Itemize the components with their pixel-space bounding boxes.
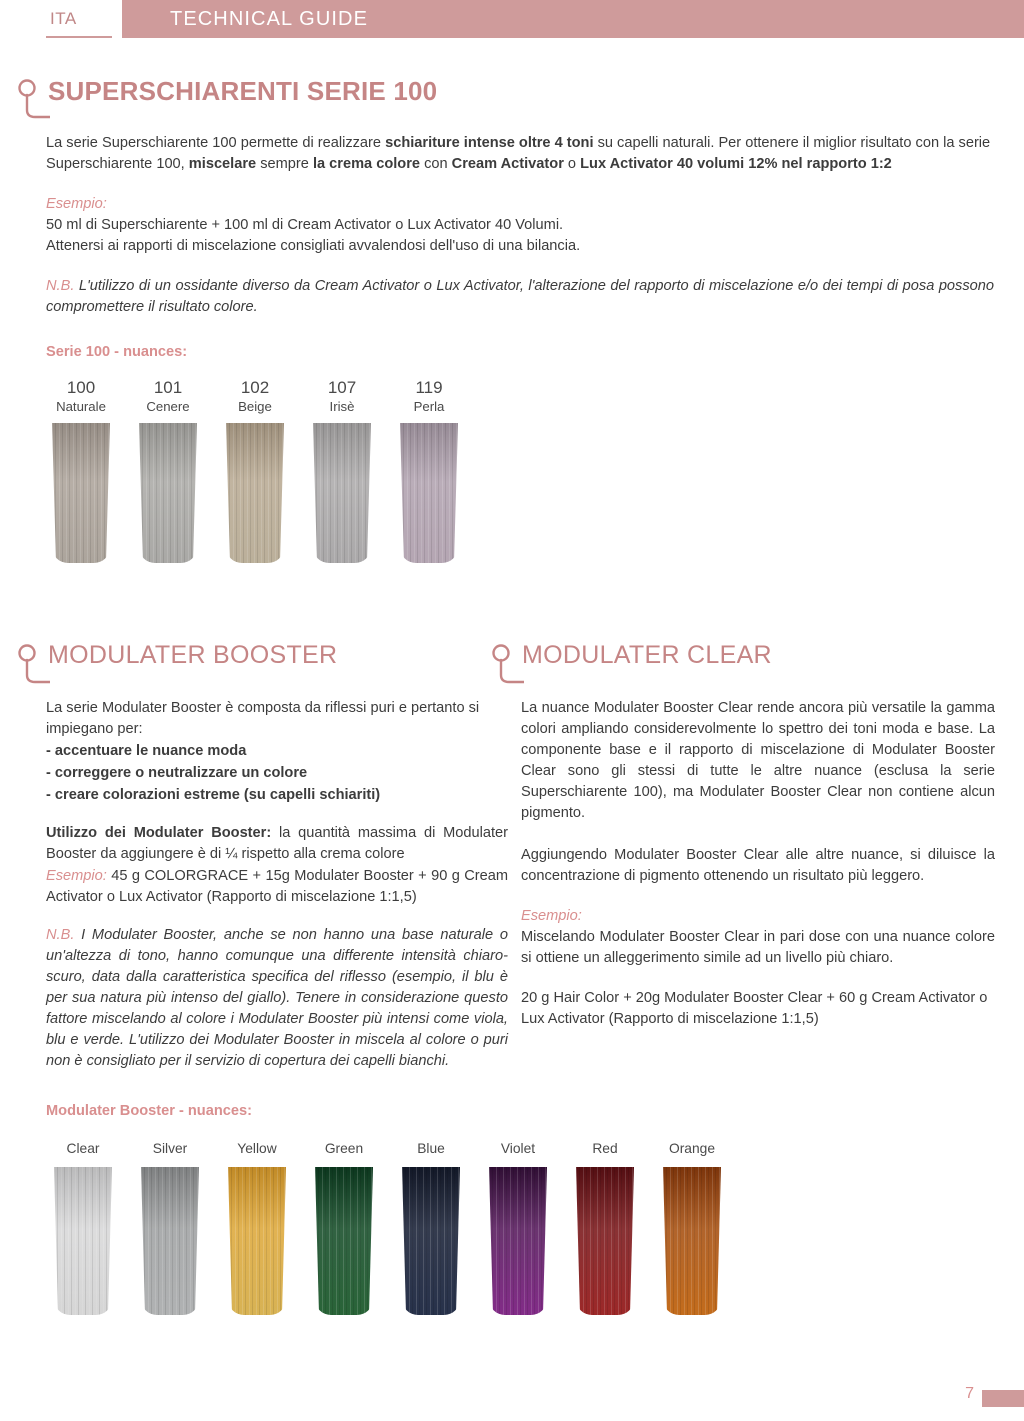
booster-nb-paragraph	[46, 925, 508, 1072]
booster-bullet: - creare colorazioni estreme (su capelli schiariti)	[46, 787, 381, 803]
swatch-name: Beige	[238, 399, 272, 414]
swatch-name: Perla	[413, 399, 445, 414]
clear-esempio-text: Miscelando Modulater Booster Clear in pari dose con una nuance colore si ottiene un alleggerimento simile ad un livello più chiaro.	[521, 929, 995, 966]
swatch-cell	[307, 378, 377, 563]
utilizzo-label: Utilizzo dei Modulater Booster:	[46, 825, 272, 841]
intro-text-h: Cream Activator	[451, 156, 564, 172]
intro-text-j: Lux Activator 40 volumi 12% nel rapporto 1:2	[580, 156, 892, 172]
clear-p1: La nuance Modulater Booster Clear rende ancora più versatile la gamma colori ampliando considerevolmente lo spettro dei toni moda e base. La componente base e il rapporto di miscelazione di Modulater Booster Clear sono gli stessi di tutte le altre nuance (esclusa la serie Superschiarente 100), ma Modulater Booster Clear non contiene alcun pigmento.	[521, 700, 995, 821]
swatch-name: Red	[592, 1141, 618, 1156]
clear-esempio-label: Esempio:	[521, 908, 582, 924]
page-number: 7	[965, 1385, 974, 1402]
swatch-cell	[46, 1140, 120, 1315]
esempio-text: 45 g COLORGRACE + 15g Modulater Booster + 90 g Cream Activator o Lux Activator (Rapporto di miscelazione 1:1,5)	[46, 868, 508, 905]
clear-p2: Aggiungendo Modulater Booster Clear alle altre nuance, si diluisce la concentrazione di pigmento ottenendo un risultato più leggero.	[521, 847, 995, 884]
hair-swatch	[663, 1167, 721, 1315]
swatch-cell	[568, 1140, 642, 1315]
q-marker-icon	[490, 643, 524, 689]
intro-text-b: schiariture intense oltre 4 toni	[385, 135, 594, 151]
nb-text: L'utilizzo di un ossidante diverso da Cream Activator o Lux Activator, l'alterazione del rapporto di miscelazione e/o dei tempi di posa possono compromettere il risultato colore.	[46, 278, 994, 315]
swatch-sheen	[400, 423, 458, 563]
swatch-sheen	[226, 423, 284, 563]
booster-p1: La serie Modulater Booster è composta da riflessi puri e pertanto si impiegano per:	[46, 700, 480, 737]
section-modulater-booster-title: MODULATER BOOSTER	[48, 641, 338, 669]
hair-swatch	[141, 1167, 199, 1315]
superschiarenti-esempio-line2: Attenersi ai rapporti di miscelazione consigliati avvalendosi dell'uso di una bilancia.	[46, 238, 581, 254]
swatch-sheen	[576, 1167, 634, 1315]
swatch-cell	[133, 1140, 207, 1315]
booster-swatch-group	[46, 1140, 776, 1330]
serie100-swatch-group	[46, 378, 506, 578]
swatch-sheen	[402, 1167, 460, 1315]
booster-nuances-label: Modulater Booster - nuances:	[46, 1103, 252, 1119]
swatch-sheen	[228, 1167, 286, 1315]
swatch-name: Irisè	[329, 399, 355, 414]
swatch-name: Cenere	[146, 399, 190, 414]
swatch-name: Green	[324, 1141, 364, 1156]
swatch-sheen	[313, 423, 371, 563]
intro-text-a: La serie Superschiarente 100 permette di realizzare	[46, 135, 386, 151]
booster-bullet: - accentuare le nuance moda	[46, 743, 247, 759]
swatch-cell	[220, 378, 290, 563]
section-modulater-clear-heading	[490, 643, 820, 689]
q-marker-icon	[16, 78, 50, 124]
section-modulater-clear-title: MODULATER CLEAR	[522, 641, 772, 669]
hair-swatch	[228, 1167, 286, 1315]
booster-bullet: - correggere o neutralizzare un colore	[46, 765, 308, 781]
hair-swatch	[489, 1167, 547, 1315]
guide-title: TECHNICAL GUIDE	[170, 7, 369, 30]
swatch-sheen	[54, 1167, 112, 1315]
swatch-cell	[481, 1140, 555, 1315]
utilizzo-text: la quantità massima di Modulater Booster da aggiungere è di ¼ rispetto alla crema colore	[46, 825, 508, 862]
superschiarenti-nb-paragraph	[46, 276, 994, 318]
esempio-label: Esempio:	[46, 868, 107, 884]
swatch-name: Orange	[668, 1141, 716, 1156]
swatch-name: Yellow	[237, 1141, 277, 1156]
swatch-cell	[46, 378, 116, 563]
serie100-nuances-label: Serie 100 - nuances:	[46, 344, 188, 360]
intro-text-d: miscelare	[188, 156, 257, 172]
superschiarenti-esempio-label: Esempio:	[46, 196, 107, 212]
intro-text-g: con	[420, 156, 452, 172]
nb-label: N.B.	[46, 278, 75, 294]
hair-swatch	[54, 1167, 112, 1315]
hair-swatch	[139, 423, 197, 563]
swatch-cell	[307, 1140, 381, 1315]
hair-swatch	[52, 423, 110, 563]
language-label: ITA	[50, 9, 77, 28]
swatch-name: Clear	[66, 1141, 100, 1156]
swatch-code: 102	[240, 378, 270, 397]
swatch-sheen	[489, 1167, 547, 1315]
swatch-cell	[133, 378, 203, 563]
language-underline	[46, 36, 112, 38]
superschiarenti-intro-paragraph	[46, 133, 994, 175]
swatch-name: Blue	[417, 1141, 445, 1156]
clear-p3: 20 g Hair Color + 20g Modulater Booster Clear + 60 g Cream Activator o Lux Activator (Rapporto di miscelazione 1:1,5)	[521, 990, 988, 1027]
hair-swatch	[400, 423, 458, 563]
swatch-sheen	[315, 1167, 373, 1315]
swatch-name: Silver	[152, 1141, 188, 1156]
q-marker-icon	[16, 643, 50, 689]
swatch-code: 107	[327, 378, 357, 397]
hair-swatch	[402, 1167, 460, 1315]
intro-text-c: su capelli naturali. Per ottenere il miglior risultato con la serie Superschiarente 100,	[46, 135, 991, 172]
superschiarenti-esempio-line1: 50 ml di Superschiarente + 100 ml di Cream Activator o Lux Activator 40 Volumi.	[46, 217, 564, 233]
footer-accent-block	[982, 1390, 1024, 1407]
intro-text-e: sempre	[256, 156, 313, 172]
swatch-sheen	[52, 423, 110, 563]
swatch-cell	[394, 378, 464, 563]
section-superschiarenti-title: SUPERSCHIARENTI SERIE 100	[48, 76, 438, 106]
intro-text-f: la crema colore	[312, 156, 421, 172]
hair-swatch	[226, 423, 284, 563]
swatch-cell	[394, 1140, 468, 1315]
section-modulater-booster-heading	[16, 643, 376, 689]
swatch-code: 100	[66, 378, 96, 397]
swatch-sheen	[141, 1167, 199, 1315]
swatch-cell	[220, 1140, 294, 1315]
page-header	[0, 0, 1024, 38]
swatch-cell	[655, 1140, 729, 1315]
swatch-sheen	[663, 1167, 721, 1315]
hair-swatch	[315, 1167, 373, 1315]
hair-swatch	[576, 1167, 634, 1315]
nb-label: N.B.	[46, 927, 75, 943]
swatch-code: 101	[153, 378, 183, 397]
swatch-name: Naturale	[56, 399, 106, 414]
section-superschiarenti-heading	[16, 78, 436, 124]
hair-swatch	[313, 423, 371, 563]
intro-text-i: o	[563, 156, 581, 172]
swatch-code: 119	[415, 378, 443, 397]
swatch-sheen	[139, 423, 197, 563]
booster-esempio-paragraph	[46, 866, 508, 908]
swatch-name: Violet	[500, 1141, 536, 1156]
booster-utilizzo-paragraph	[46, 823, 508, 865]
nb-text: I Modulater Booster, anche se non hanno una base naturale o un'altezza di tono, hanno comunque una differente intensità chiaro-scuro, data dalla caratteristica specifica del riflesso (esempio, il blu è per sua natura più intenso del giallo). Tenere in considerazione questo fattore miscelando al colore i Modulater Booster più intensi come viola, blu e verde. L'utilizzo dei Modulater Booster in miscela al colore o puri non è consigliato per il servizio di copertura dei capelli bianchi.	[46, 927, 508, 1069]
